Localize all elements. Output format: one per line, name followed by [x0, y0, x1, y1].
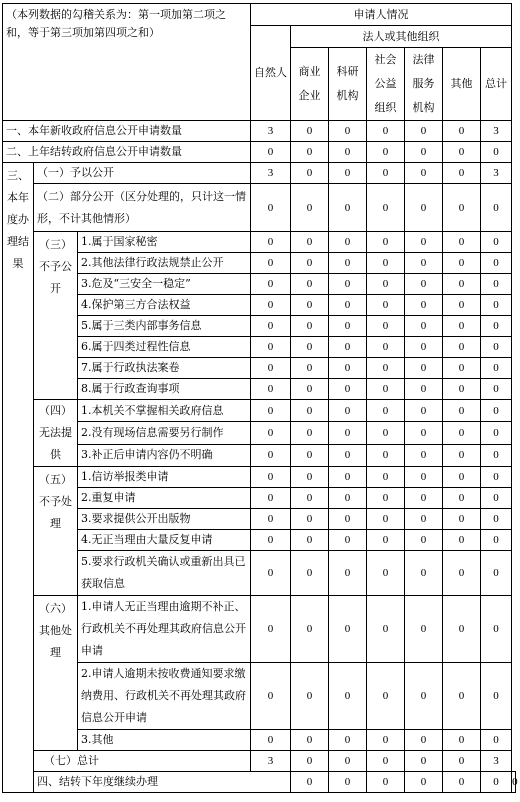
cell-value: 0: [291, 730, 329, 751]
row-label: 5.属于三类内部事务信息: [78, 316, 251, 337]
row-label: 3.其他: [78, 730, 251, 751]
cell-value: 0: [329, 337, 367, 358]
header-total: 总计: [481, 48, 512, 121]
cell-value: 0: [405, 509, 443, 530]
cell-value: 0: [481, 184, 512, 232]
table-row: [3, 295, 516, 316]
cell-value: 0: [329, 400, 367, 422]
header-natural-person: 自然人: [251, 26, 291, 121]
row-label: 2.没有现场信息需要另行制作: [78, 422, 251, 444]
cell-value: 0: [329, 751, 367, 772]
cell-value: 0: [443, 121, 481, 142]
cell-value: 0: [481, 253, 512, 274]
row-label: 四、结转下年度继续办理: [34, 772, 291, 793]
cell-value: 0: [329, 467, 367, 488]
table-row: [3, 596, 516, 663]
cell-value: 0: [481, 509, 512, 530]
cell-value: 0: [367, 509, 405, 530]
cell-value: 0: [329, 730, 367, 751]
cell-value: 0: [405, 772, 443, 793]
cell-value: 0: [481, 444, 512, 466]
row-label: 3.要求提供公开出版物: [78, 509, 251, 530]
table-row: [3, 358, 516, 379]
cell-value: 0: [405, 253, 443, 274]
cell-value: 0: [291, 422, 329, 444]
cell-value: 0: [329, 772, 367, 793]
cell-value: 0: [367, 530, 405, 551]
row-label: 1.本机关不掌握相关政府信息: [78, 400, 251, 422]
cell-value: 0: [291, 337, 329, 358]
cell-value: 0: [329, 663, 367, 730]
cell-value: 0: [291, 253, 329, 274]
cell-value: 0: [443, 751, 481, 772]
cell-value: 0: [481, 358, 512, 379]
cell-value: 0: [329, 253, 367, 274]
cell-value: 0: [251, 316, 291, 337]
cell-value: 0: [291, 379, 329, 400]
header-research: 科研机构: [329, 48, 367, 121]
cell-value: 0: [329, 422, 367, 444]
cell-value: 3: [481, 163, 512, 184]
cell-value: 0: [481, 379, 512, 400]
cell-value: 0: [329, 551, 367, 596]
cell-value: 0: [251, 509, 291, 530]
cell-value: 0: [405, 316, 443, 337]
cell-value: 0: [405, 295, 443, 316]
cell-value: 0: [251, 551, 291, 596]
cell-value: 0: [291, 751, 329, 772]
cell-value: 0: [251, 663, 291, 730]
cell-value: 0: [251, 530, 291, 551]
row-label: 3.补正后申请内容仍不明确: [78, 444, 251, 466]
cell-value: 0: [251, 337, 291, 358]
cell-value: 0: [512, 772, 516, 793]
cell-value: 0: [443, 274, 481, 295]
cell-value: 0: [367, 730, 405, 751]
cell-value: 0: [367, 121, 405, 142]
cell-value: 0: [405, 551, 443, 596]
header-commercial: 商业企业: [291, 48, 329, 121]
cell-value: 0: [367, 422, 405, 444]
table-row: [3, 337, 516, 358]
cell-value: 0: [291, 488, 329, 509]
cell-value: 0: [291, 530, 329, 551]
cell-value: 0: [329, 444, 367, 466]
cell-value: 0: [367, 337, 405, 358]
cell-value: 0: [291, 163, 329, 184]
cell-value: 0: [329, 316, 367, 337]
cell-value: 0: [405, 400, 443, 422]
table-row: [3, 551, 516, 596]
cell-value: 0: [291, 295, 329, 316]
cell-value: 0: [329, 142, 367, 163]
row-label: 5.要求行政机关确认或重新出具已获取信息: [78, 551, 251, 596]
cell-value: 0: [443, 730, 481, 751]
cell-value: 0: [443, 551, 481, 596]
cell-value: 0: [367, 295, 405, 316]
cell-value: 0: [481, 274, 512, 295]
row-label: 一、本年新收政府信息公开申请数量: [3, 121, 251, 142]
cell-value: 0: [443, 295, 481, 316]
table-row: [3, 751, 516, 772]
cell-value: 0: [291, 444, 329, 466]
cell-value: 0: [251, 444, 291, 466]
cell-value: 0: [443, 142, 481, 163]
cell-value: 0: [291, 509, 329, 530]
cell-value: 0: [443, 337, 481, 358]
cell-value: 0: [251, 379, 291, 400]
cell-value: 0: [251, 467, 291, 488]
cell-value: 0: [405, 530, 443, 551]
cell-value: 0: [443, 253, 481, 274]
cell-value: 0: [481, 467, 512, 488]
cell-value: 0: [329, 295, 367, 316]
cell-value: 0: [481, 530, 512, 551]
cell-value: 0: [367, 163, 405, 184]
cell-value: 0: [367, 316, 405, 337]
cell-value: 0: [291, 358, 329, 379]
cell-value: 0: [291, 596, 329, 663]
group-label: （三）不予公开: [34, 232, 78, 400]
row-label: 7.属于行政执法案卷: [78, 358, 251, 379]
cell-value: 0: [405, 444, 443, 466]
cell-value: 0: [291, 232, 329, 253]
cell-value: 0: [329, 121, 367, 142]
row-label: （二）部分公开（区分处理的，只计这一情形，不计其他情形）: [34, 184, 251, 232]
row-label: 1.申请人无正当理由逾期不补正、行政机关不再处理其政府信息公开申请: [78, 596, 251, 663]
cell-value: 0: [367, 379, 405, 400]
info-disclosure-table: [2, 3, 516, 793]
table-row: [3, 530, 516, 551]
cell-value: 0: [443, 379, 481, 400]
cell-value: 0: [291, 467, 329, 488]
row-label: （一）予以公开: [34, 163, 251, 184]
cell-value: 0: [329, 163, 367, 184]
header-legal-group: 法人或其他组织: [291, 26, 512, 48]
cell-value: 0: [443, 444, 481, 466]
cell-value: 0: [291, 551, 329, 596]
table-row: [3, 253, 516, 274]
table-row: [3, 379, 516, 400]
cell-value: 0: [443, 358, 481, 379]
cell-value: 0: [367, 751, 405, 772]
table-row: [3, 730, 516, 751]
cell-value: 0: [329, 379, 367, 400]
cell-value: 0: [291, 316, 329, 337]
cell-value: 0: [443, 316, 481, 337]
cell-value: 0: [291, 142, 329, 163]
cell-value: 0: [367, 232, 405, 253]
cell-value: 0: [367, 551, 405, 596]
cell-value: 0: [481, 730, 512, 751]
table-row: [3, 444, 516, 466]
cell-value: 0: [443, 184, 481, 232]
table-row: [3, 400, 516, 422]
row-label: 2.重复申请: [78, 488, 251, 509]
cell-value: 0: [405, 184, 443, 232]
cell-value: 0: [367, 184, 405, 232]
cell-value: 0: [367, 358, 405, 379]
row-label: 2.申请人逾期未按收费通知要求缴纳费用、行政机关不再处理其政府信息公开申请: [78, 663, 251, 730]
cell-value: 0: [443, 400, 481, 422]
cell-value: 0: [481, 316, 512, 337]
cell-value: 0: [251, 184, 291, 232]
cell-value: 3: [481, 121, 512, 142]
row-label: 1.属于国家秘密: [78, 232, 251, 253]
cell-value: 0: [481, 596, 512, 663]
cell-value: 0: [291, 274, 329, 295]
cell-value: 0: [329, 530, 367, 551]
table-row: [3, 274, 516, 295]
cell-value: 0: [367, 444, 405, 466]
cell-value: 0: [329, 488, 367, 509]
cell-value: 0: [481, 663, 512, 730]
cell-value: 0: [251, 142, 291, 163]
cell-value: 0: [481, 488, 512, 509]
cell-value: 0: [367, 253, 405, 274]
cell-value: 0: [251, 596, 291, 663]
row-label: 3.危及“三安全一稳定”: [78, 274, 251, 295]
cell-value: 0: [251, 400, 291, 422]
cell-value: 0: [405, 422, 443, 444]
cell-value: 0: [367, 772, 405, 793]
table-row: [3, 772, 516, 793]
cell-value: 0: [367, 467, 405, 488]
cell-value: 0: [405, 337, 443, 358]
cell-value: 0: [251, 422, 291, 444]
group-label: （六）其他处理: [34, 596, 78, 751]
table-row: [3, 121, 516, 142]
table-row: [3, 509, 516, 530]
cell-value: 0: [251, 358, 291, 379]
cell-value: 0: [443, 509, 481, 530]
cell-value: 0: [251, 295, 291, 316]
cell-value: 0: [367, 663, 405, 730]
cell-value: 0: [481, 422, 512, 444]
cell-value: 0: [481, 772, 512, 793]
row-label: 2.其他法律行政法规禁止公开: [78, 253, 251, 274]
table-row: [3, 232, 516, 253]
cell-value: 0: [329, 509, 367, 530]
cell-value: 0: [329, 358, 367, 379]
row-label: （七）总计: [34, 751, 251, 772]
cell-value: 0: [405, 751, 443, 772]
table-row: [3, 488, 516, 509]
cell-value: 0: [367, 274, 405, 295]
cell-value: 0: [367, 488, 405, 509]
cell-value: 0: [405, 467, 443, 488]
row-label: 1.信访举报类申请: [78, 467, 251, 488]
cell-value: 0: [405, 730, 443, 751]
cell-value: 0: [405, 358, 443, 379]
cell-value: 0: [443, 232, 481, 253]
cell-value: 0: [481, 142, 512, 163]
cell-value: 0: [329, 232, 367, 253]
cell-value: 0: [291, 121, 329, 142]
cell-value: 0: [481, 551, 512, 596]
row-label: 4.保护第三方合法权益: [78, 295, 251, 316]
cell-value: 0: [405, 274, 443, 295]
row-label: 二、上年结转政府信息公开申请数量: [3, 142, 251, 163]
cell-value: 0: [367, 596, 405, 663]
cell-value: 0: [481, 337, 512, 358]
group-label: （四）无法提供: [34, 400, 78, 467]
cell-value: 0: [291, 772, 329, 793]
table-row: [3, 663, 516, 730]
table-row: [3, 163, 516, 184]
cell-value: 0: [405, 596, 443, 663]
cell-value: 0: [405, 121, 443, 142]
cell-value: 0: [367, 142, 405, 163]
cell-value: 0: [443, 467, 481, 488]
row-label: 6.属于四类过程性信息: [78, 337, 251, 358]
cell-value: 0: [405, 163, 443, 184]
table-row: [3, 467, 516, 488]
cell-value: 0: [291, 184, 329, 232]
cell-value: 0: [405, 142, 443, 163]
cell-value: 3: [251, 121, 291, 142]
cell-value: 0: [367, 400, 405, 422]
header-social: 社会公益组织: [367, 48, 405, 121]
cell-value: 0: [443, 422, 481, 444]
cell-value: 0: [329, 596, 367, 663]
cell-value: 0: [481, 232, 512, 253]
cell-value: 0: [405, 663, 443, 730]
cell-value: 0: [291, 400, 329, 422]
table-row: [3, 422, 516, 444]
cell-value: 0: [251, 488, 291, 509]
header-note: （本列数据的勾稽关系为：第一项加第二项之和，等于第三项加第四项之和）: [3, 4, 251, 121]
header-legal-service: 法律服务机构: [405, 48, 443, 121]
table-row: [3, 184, 516, 232]
cell-value: 0: [251, 232, 291, 253]
cell-value: 0: [405, 232, 443, 253]
table-row: [3, 316, 516, 337]
cell-value: 0: [405, 488, 443, 509]
row-label: 8.属于行政查询事项: [78, 379, 251, 400]
cell-value: 0: [405, 379, 443, 400]
cell-value: 0: [443, 663, 481, 730]
table-row: [3, 142, 516, 163]
header-other: 其他: [443, 48, 481, 121]
header-applicant: 申请人情况: [251, 4, 512, 26]
group-label: （五）不予处理: [34, 467, 78, 596]
cell-value: 0: [443, 772, 481, 793]
cell-value: 3: [481, 751, 512, 772]
cell-value: 0: [329, 274, 367, 295]
cell-value: 0: [251, 253, 291, 274]
cell-value: 0: [481, 400, 512, 422]
row-label: 4.无正当理由大量反复申请: [78, 530, 251, 551]
cell-value: 0: [329, 184, 367, 232]
cell-value: 0: [251, 274, 291, 295]
cell-value: 0: [443, 596, 481, 663]
cell-value: 3: [251, 751, 291, 772]
cell-value: 0: [251, 730, 291, 751]
cell-value: 0: [443, 530, 481, 551]
cell-value: 0: [443, 163, 481, 184]
section3-label: 三、本年度办理结果: [3, 163, 34, 793]
cell-value: 0: [291, 663, 329, 730]
cell-value: 0: [481, 295, 512, 316]
cell-value: 3: [251, 163, 291, 184]
cell-value: 0: [443, 488, 481, 509]
